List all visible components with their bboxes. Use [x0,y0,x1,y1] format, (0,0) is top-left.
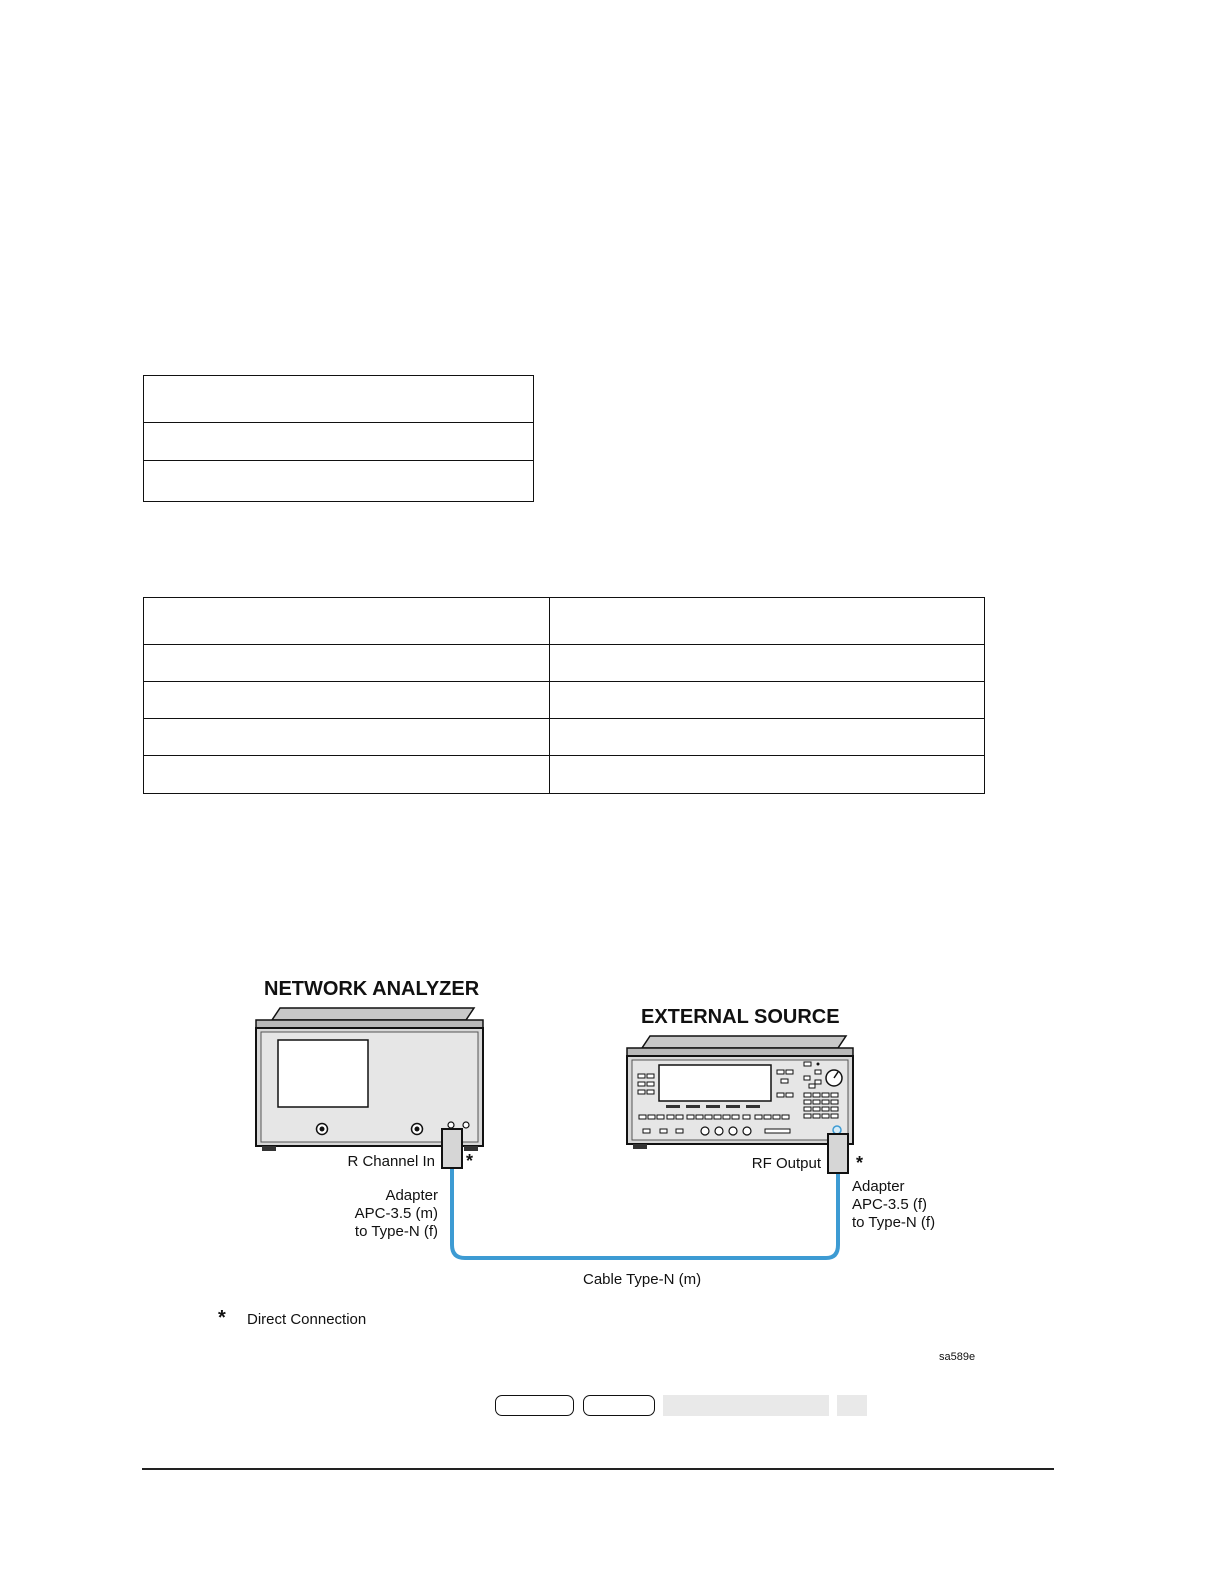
external-source-title: EXTERNAL SOURCE [641,1006,840,1028]
hardkey-1 [495,1395,574,1416]
legend-symbol: * [218,1307,226,1329]
legend-text: Direct Connection [247,1311,367,1328]
adapter-left-label-2: APC-3.5 (m) [354,1205,438,1222]
softkey-2 [837,1395,867,1416]
cable-label: Cable Type-N (m) [583,1271,702,1288]
figure-id: sa589e [939,1351,976,1363]
network-analyzer-title: NETWORK ANALYZER [264,978,480,1000]
hardkey-2 [583,1395,655,1416]
cable-line [452,1166,838,1258]
adapter-left-label-1: Adapter [385,1187,438,1204]
r-channel-label: R Channel In [347,1153,435,1170]
footer-rule [142,1468,1054,1470]
asterisk-right: * [856,1153,864,1173]
rf-output-label: RF Output [751,1155,821,1172]
adapter-left-label-3: to Type-N (f) [354,1223,438,1240]
asterisk-left: * [466,1151,474,1171]
softkey-1 [663,1395,829,1416]
adapter-right-label-1: Adapter [852,1178,905,1195]
adapter-right-label-3: to Type-N (f) [852,1214,936,1231]
adapter-right-icon [828,1134,848,1173]
adapter-left-icon [442,1129,462,1168]
adapter-right-label-2: APC-3.5 (f) [852,1196,928,1213]
external-source-icon [627,1036,853,1149]
